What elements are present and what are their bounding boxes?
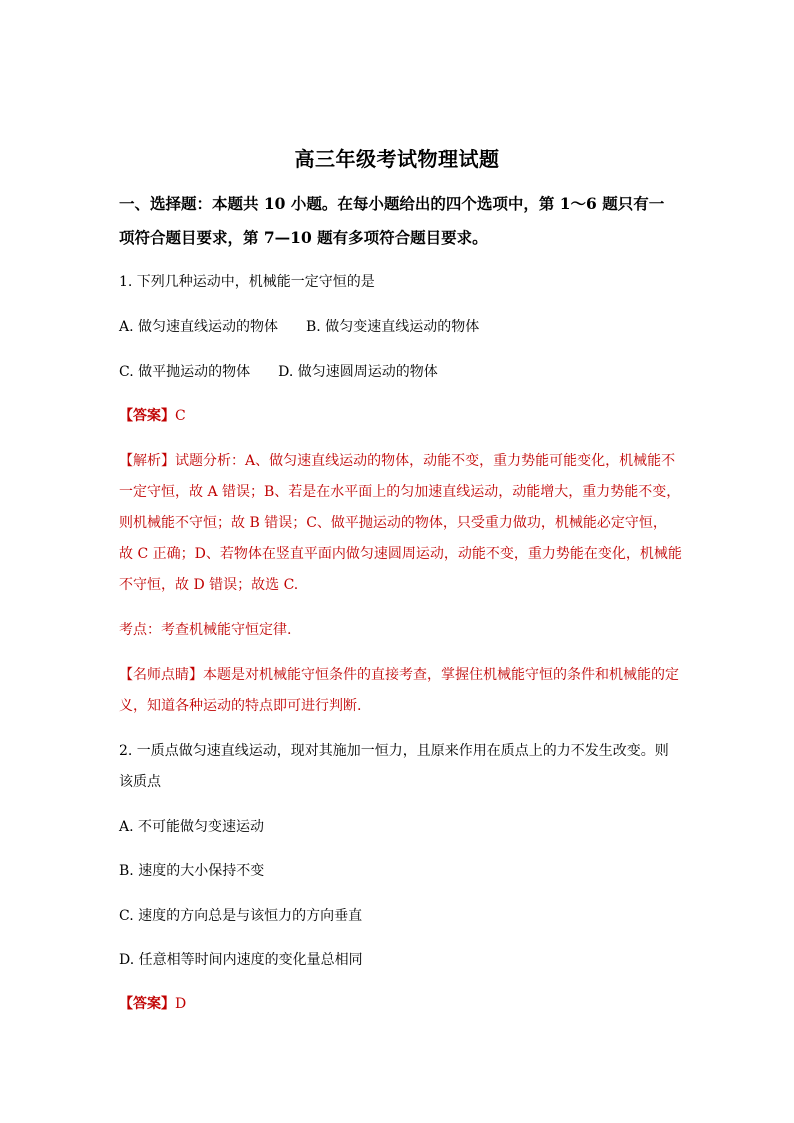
question-1-option-c: C. 做平抛运动的物体	[119, 364, 251, 380]
question-1-stem: 1. 下列几种运动中，机械能一定守恒的是	[119, 274, 375, 290]
analysis-line-4: 故 C 正确；D、若物体在竖直平面内做匀速圆周运动，动能不变，重力势能在变化，机械能	[119, 546, 682, 562]
question-1-option-d: D. 做匀速圆周运动的物体	[278, 364, 438, 380]
analysis-line-1: 【解析】试题分析：A、做匀速直线运动的物体，动能不变，重力势能可能变化，机械能不	[119, 453, 676, 469]
question-1-option-b: B. 做匀变速直线运动的物体	[306, 319, 480, 335]
question-2-stem-line-2: 该质点	[119, 774, 161, 790]
analysis-line-2: 一定守恒，故 A 错误；B、若是在水平面上的匀加速直线运动，动能增大，重力势能不变，	[119, 484, 681, 500]
analysis-line-5: 不守恒，故 D 错误；故选 C.	[119, 577, 299, 593]
analysis-line-3: 则机械能不守恒；故 B 错误；C、做平抛运动的物体，只受重力做功，机械能必定守恒，	[119, 515, 667, 531]
mingshi-line-1: 【名师点睛】本题是对机械能守恒条件的直接考查，掌握住机械能守恒的条件和机械能的定	[119, 667, 679, 683]
question-2-option-c: C. 速度的方向总是与该恒力的方向垂直	[119, 908, 363, 924]
kaodian-note: 考点：考查机械能守恒定律.	[119, 622, 292, 638]
question-1-answer	[119, 405, 679, 425]
question-1-option-a: A. 做匀速直线运动的物体	[119, 319, 279, 335]
question-2-answer	[119, 993, 679, 1013]
question-2-option-b: B. 速度的大小保持不变	[119, 863, 265, 879]
question-2-option-d: D. 任意相等时间内速度的变化量总相同	[119, 952, 363, 968]
section-heading-line-1: 一、选择题：本题共 10 小题。在每小题给出的四个选项中，第 1～6 题只有一	[119, 194, 665, 213]
answer-label: 【答案】	[119, 408, 175, 424]
answer-label: 【答案】	[119, 996, 175, 1012]
question-2-option-a: A. 不可能做匀变速运动	[119, 819, 265, 835]
answer-value: D	[175, 996, 187, 1012]
mingshi-line-2: 义，知道各种运动的特点即可进行判断.	[119, 698, 362, 714]
question-2-stem-line-1: 2. 一质点做匀速直线运动，现对其施加一恒力，且原来作用在质点上的力不发生改变。则	[119, 743, 669, 759]
question-1-options-ab	[119, 316, 679, 336]
question-1-options-cd	[119, 361, 679, 381]
page-title: 高三年级考试物理试题	[294, 147, 500, 171]
answer-value: C	[175, 408, 186, 424]
section-heading-line-2: 项符合题目要求，第 7—10 题有多项符合题目要求。	[119, 228, 488, 247]
